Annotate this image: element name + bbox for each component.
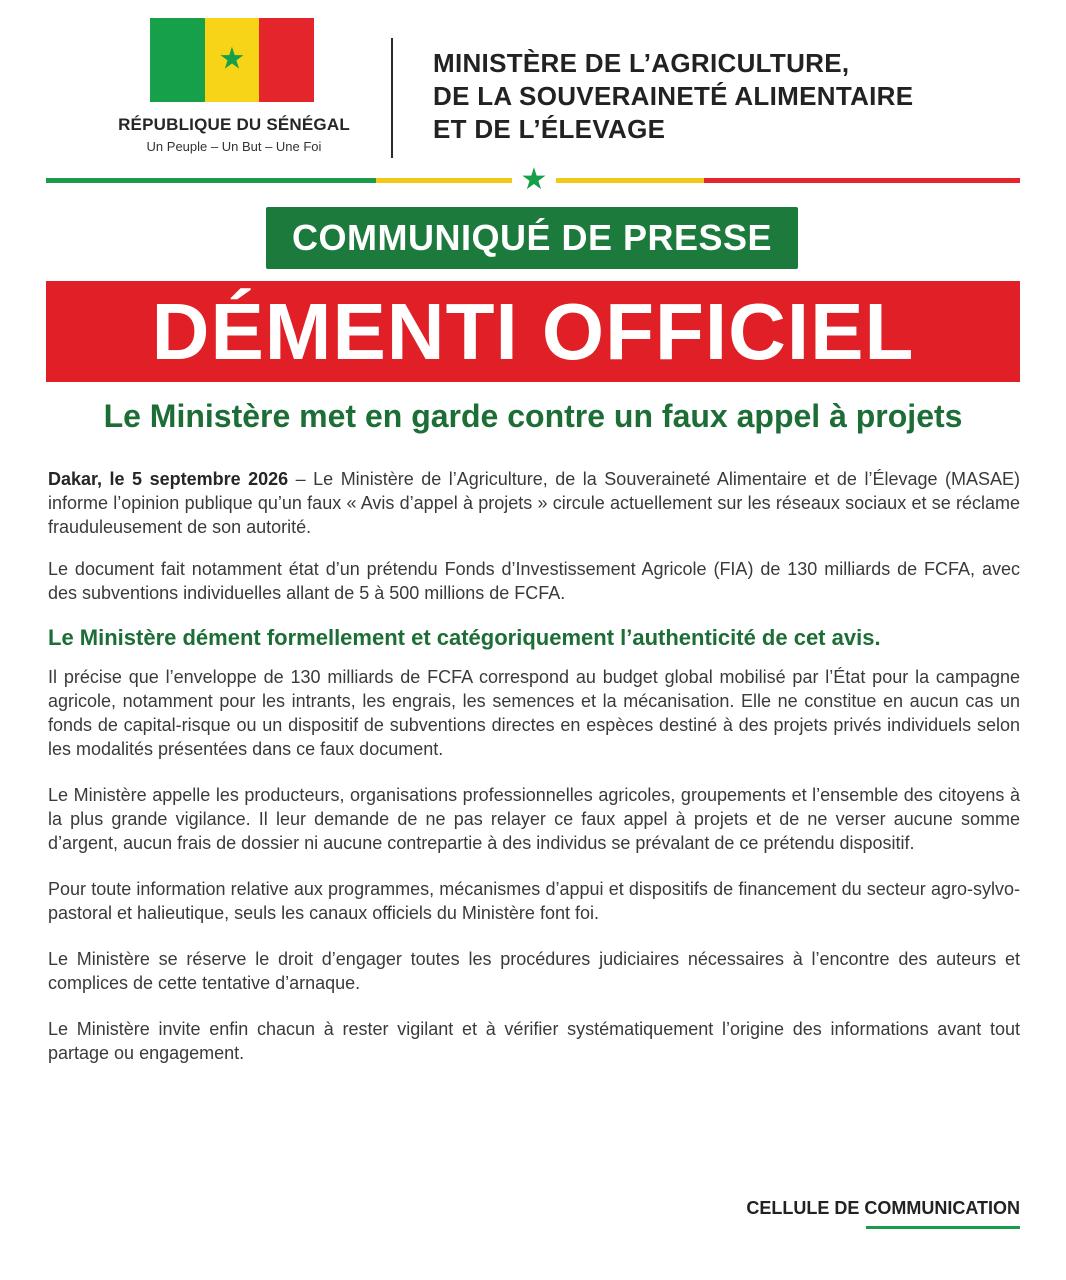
divider-star-icon: ★ (520, 162, 548, 197)
paragraph-legal: Le Ministère se réserve le droit d’engager toutes les procédures judiciaires nécessaires à l’encontre des auteurs et complices de cette tentative d’arnaque. (48, 949, 1020, 993)
ministry-name (433, 47, 913, 146)
republic-name: RÉPUBLIQUE DU SÉNÉGAL (118, 115, 350, 134)
flag-yellow-band (205, 18, 260, 102)
headline: DÉMENTI OFFICIEL (151, 286, 915, 376)
national-motto: Un Peuple – Un But – Une Foi (146, 139, 322, 154)
ministry-line-3: ET DE L’ÉLEVAGE (433, 114, 666, 144)
paragraph-closing: Le Ministère invite enfin chacun à rester vigilant et à vérifier systématiquement l’origine des informations avant tout partage ou engagement. (48, 1019, 1020, 1063)
divider-red (704, 178, 1020, 183)
subtitle: Le Ministère met en garde contre un faux appel à projets (103, 398, 963, 434)
press-release-label: COMMUNIQUÉ DE PRESSE (291, 217, 773, 258)
flag-star-icon: ★ (218, 41, 246, 77)
flag-red-band (259, 18, 314, 102)
flag-green-band (150, 18, 205, 102)
senegal-flag-icon (150, 18, 314, 102)
document-body (48, 467, 1020, 1065)
press-release-banner (266, 207, 798, 269)
paragraph-intro-text: – Le Ministère de l’Agriculture, de la Souveraineté Alimentaire et de l’Élevage (MASAE) informe l’opinion publique qu’un faux « Avis d’appel à projets » circule actuellement sur les réseaux sociaux et se réclame frauduleusement de son autorité. (48, 469, 1020, 537)
headline-banner (46, 281, 1020, 382)
ministry-line-1: MINISTÈRE DE L’AGRICULTURE, (433, 48, 850, 78)
paragraph-official-channels: Pour toute information relative aux programmes, mécanismes d’appui et dispositifs de financement du secteur agro-sylvo-pastoral et halieutique, seuls les canaux officiels du Ministère font foi. (48, 879, 1020, 923)
header-vertical-separator (391, 38, 393, 158)
section-title: Le Ministère dément formellement et catégoriquement l’authenticité de cet avis. (48, 625, 881, 650)
paragraph-fund: Le document fait notamment état d’un prétendu Fonds d’Investissement Agricole (FIA) de 130 milliards de FCFA, avec des subventions individuelles allant de 5 à 500 millions de FCFA. (48, 559, 1020, 603)
paragraph-budget: Il précise que l’enveloppe de 130 milliards de FCFA correspond au budget global mobilisé par l’État pour la campagne agricole, notamment pour les intrants, les engrais, les semences et la mécanisation. Elle ne constitue en aucun cas un fonds de capital-risque ou un dispositif de subventions directes en espèces destiné à des projets privés individuels selon les modalités présentées dans ce faux document. (48, 667, 1020, 759)
divider-green (46, 178, 376, 183)
ministry-line-2: DE LA SOUVERAINETÉ ALIMENTAIRE (433, 81, 914, 111)
divider-yellow-left (376, 178, 512, 183)
divider-yellow-right (556, 178, 704, 183)
paragraph-vigilance: Le Ministère appelle les producteurs, organisations professionnelles agricoles, groupements et l’ensemble des citoyens à la plus grande vigilance. Il leur demande de ne pas relayer ce faux appel à projets et de ne verser aucune somme d’argent, aucun frais de dossier ni aucune contrepartie à des individus se prévalant de ce prétendu dispositif. (48, 785, 1020, 853)
dateline: Dakar, le 5 septembre 2026 (48, 469, 289, 489)
paragraph-intro (48, 467, 1020, 539)
signature-underline (866, 1226, 1020, 1229)
signature: CELLULE DE COMMUNICATION (746, 1198, 1020, 1218)
document-header (0, 0, 1066, 200)
